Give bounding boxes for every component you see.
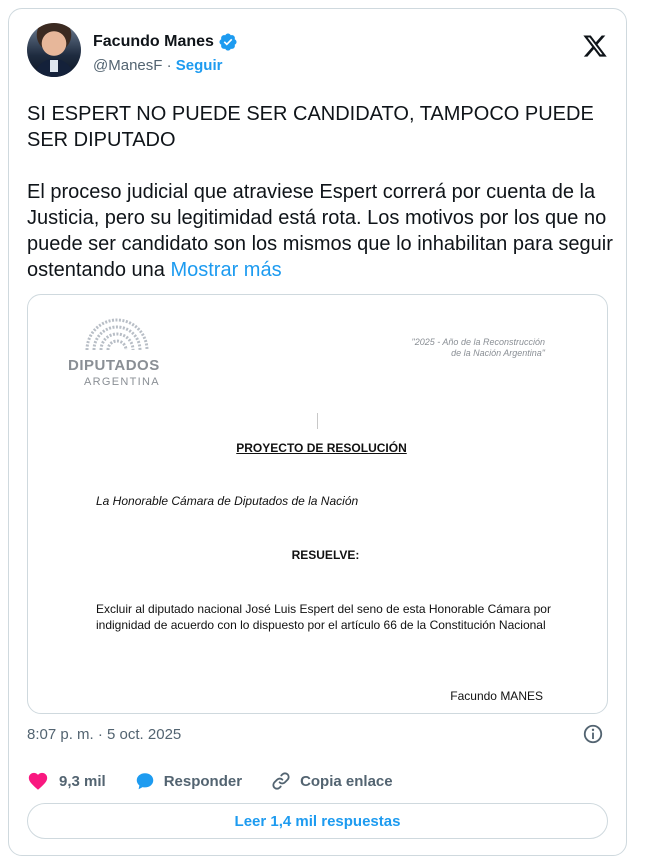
document-title: PROYECTO DE RESOLUCIÓN xyxy=(236,441,407,455)
author-handle[interactable]: @ManesF xyxy=(93,57,163,74)
tweet-header xyxy=(27,23,608,79)
tweet-actions xyxy=(27,769,421,793)
speech-bubble-icon xyxy=(134,770,156,792)
handle-row xyxy=(93,57,222,74)
copy-link-label: Copia enlace xyxy=(300,772,393,790)
link-icon xyxy=(270,770,292,792)
avatar-shirt xyxy=(50,60,58,72)
institution-name: DIPUTADOS xyxy=(68,357,160,374)
copy-link-button[interactable] xyxy=(270,770,393,792)
like-button[interactable] xyxy=(27,770,106,792)
document-resuelve: RESUELVE: xyxy=(291,548,360,562)
tweet-body-paragraph xyxy=(27,179,617,283)
tweet-headline: SI ESPERT NO PUEDE SER CANDIDATO, TAMPOCO PUEDE SER DIPUTADO xyxy=(27,103,594,151)
text-cursor xyxy=(317,413,318,429)
chamber-seats-icon xyxy=(83,317,151,351)
tweet-media-document[interactable] xyxy=(27,294,608,714)
handle-separator: · xyxy=(166,57,172,74)
show-more-link[interactable]: Mostrar más xyxy=(170,259,282,281)
reply-button[interactable] xyxy=(134,770,242,792)
author-name[interactable]: Facundo Manes xyxy=(93,33,214,50)
follow-button[interactable]: Seguir xyxy=(175,57,223,74)
avatar[interactable] xyxy=(27,23,81,77)
heart-icon xyxy=(27,770,49,792)
institution-country: ARGENTINA xyxy=(84,376,160,388)
motto-line-2: de la Nación Argentina" xyxy=(451,348,545,358)
tweet-text xyxy=(27,101,617,309)
tweet-timestamp[interactable]: 8:07 p. m. · 5 oct. 2025 xyxy=(27,726,182,743)
verified-badge-icon xyxy=(218,32,238,52)
info-icon[interactable] xyxy=(582,723,604,745)
motto-line-1: "2025 - Año de la Reconstrucción xyxy=(411,337,545,347)
document-signature: Facundo MANES xyxy=(450,689,543,703)
tweet-body: El proceso judicial que atraviese Espert correrá por cuenta de la Justicia, pero su legitimidad está rota. Los motivos por los que no puede ser candidato son los mismos que lo inhabilitan para seguir ostentando una xyxy=(27,181,613,281)
read-replies-button[interactable]: Leer 1,4 mil respuestas xyxy=(27,803,608,839)
like-count: 9,3 mil xyxy=(59,772,106,790)
author-name-row xyxy=(93,32,238,52)
document-chamber: La Honorable Cámara de Diputados de la Nación xyxy=(96,494,359,508)
document-motto xyxy=(345,337,545,359)
reply-label: Responder xyxy=(163,772,243,790)
tweet-card xyxy=(8,8,627,856)
x-logo-icon[interactable] xyxy=(582,33,608,59)
document-body: Excluir al diputado nacional José Luis Espert del seno de esta Honorable Cámara por indignidad de acuerdo con lo dispuesto por el artículo 66 de la Constitución Nacional xyxy=(96,602,551,632)
